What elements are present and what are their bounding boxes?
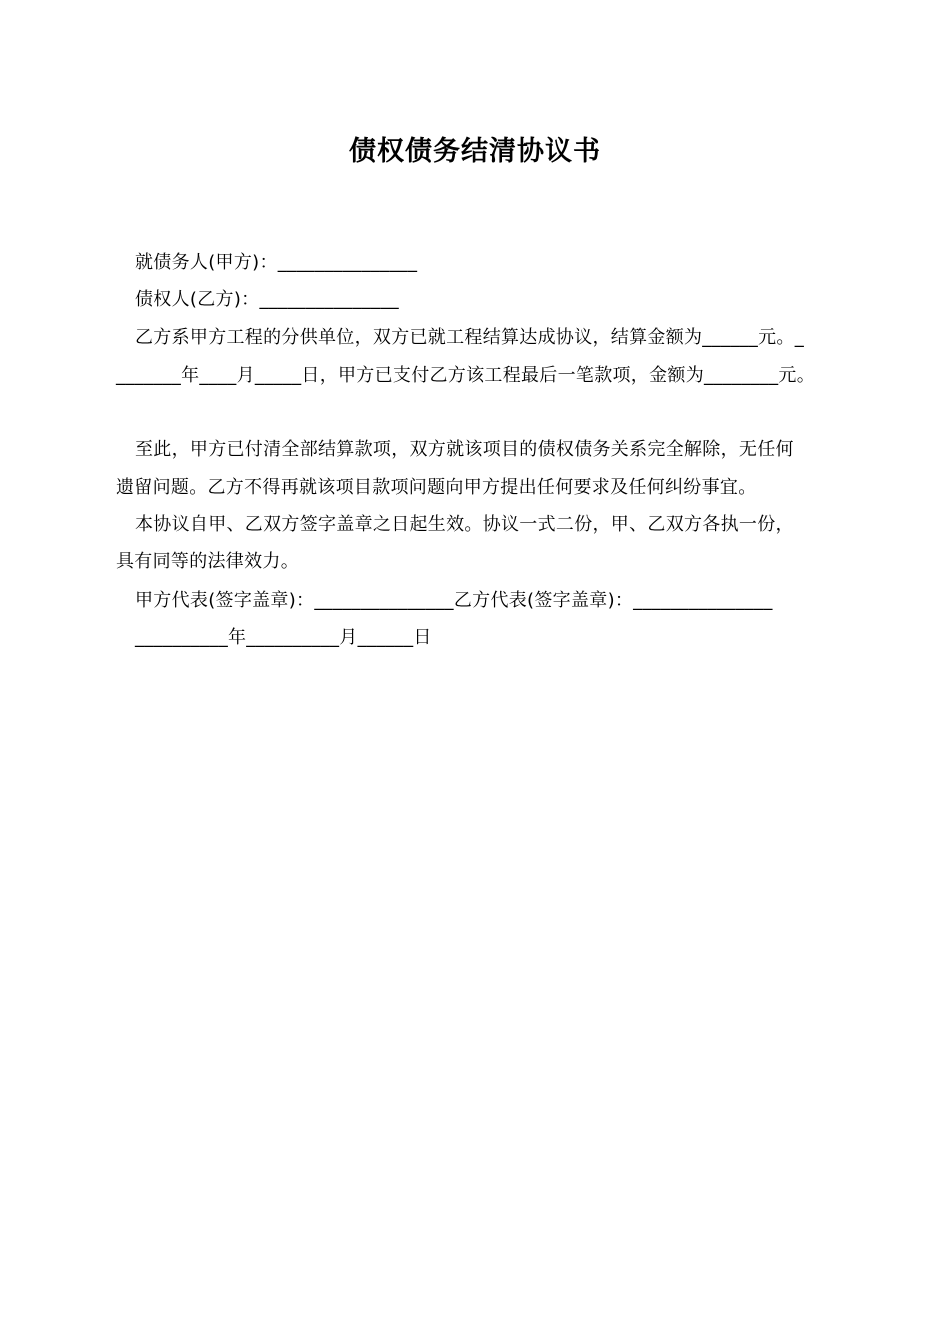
- effect-paragraph-line-2: 具有同等的法律效力。: [116, 551, 299, 572]
- release-paragraph-line-1: 至此，甲方已付清全部结算款项，双方就该项目的债权债务关系完全解除，无任何: [135, 439, 794, 460]
- settlement-paragraph-line-1: 乙方系甲方工程的分供单位，双方已就工程结算达成协议，结算金额为______元。_: [135, 327, 804, 348]
- document-title: 债权债务结清协议书: [349, 136, 601, 167]
- effect-paragraph-line-1: 本协议自甲、乙双方签字盖章之日起生效。协议一式二份，甲、乙双方各执一份，: [135, 514, 794, 535]
- signature-line: 甲方代表(签字盖章)：_______________乙方代表(签字盖章)：_______________: [135, 590, 773, 611]
- creditor-line: 债权人(乙方)：_______________: [135, 289, 399, 310]
- date-line: __________年__________月______日: [135, 627, 432, 648]
- release-paragraph-line-2: 遗留问题。乙方不得再就该项目款项问题向甲方提出任何要求及任何纠纷事宜。: [116, 477, 757, 498]
- settlement-paragraph-line-2: _______年____月_____日，甲方已支付乙方该工程最后一笔款项，金额为________元。: [116, 365, 815, 386]
- debtor-line: 就债务人(甲方)：_______________: [135, 252, 418, 273]
